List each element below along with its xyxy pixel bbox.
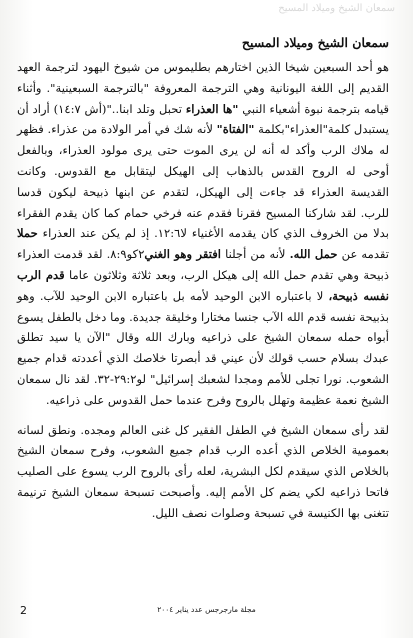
p1-text-3: لأنه شك في أمر الولادة من عذراء. فظهر له ملاك الرب وأكد له أنه لن يرى الموت حتى يرى مولود العذراء، وبالفعل أوحى له الروح القدس بالذهاب إلى الهيكل ليتقابل مع القدوس. وكانت القديسة العذراء قد جاءت إلى الهيكل، لتقدم عن ابنها ذبيحة ليكون قدسا للرب. لقد شاركنا المسيح فقرنا فقدم عنه فرخي حمام كما كان يقدم الفقراء بدلا من الخروف الذي كان يقدمه الأغنياء لا١٢:٦. إذ لم يكن عند العذراء bbox=[17, 122, 389, 241]
page-footer bbox=[20, 604, 393, 618]
bleed-through-text: سمعان الشيخ وميلاد المسيح bbox=[278, 3, 395, 14]
article-title: سمعان الشيخ وميلاد المسيح bbox=[241, 35, 389, 50]
paragraph-2: لقد رأى سمعان الشيخ في الطفل الفقير كل غنى العالم ومجده. ونطق لسانه بعمومية الخلاص الذي أعده الرب قدام جميع الشعوب، وفرح سمعان الشيخ بالخلاص الذي سيقدم لكل البشرية، لعله رأى بالروح الرب يسوع على الصليب فاتحا ذراعيه لكي يضم كل الأمم إليه. وأصبحت تسبحة سمعان الشيخ ترنيمة تتغنى بها الكنيسة في تسبحة وصلوات نصف الليل. bbox=[17, 422, 389, 520]
article bbox=[17, 34, 389, 524]
paragraph-1 bbox=[17, 57, 389, 411]
p1-text-2: تحبل وتلد ابنا.."(أش ١٤:٧) أراد أن يستبدل كلمة"العذراء"بكلمة bbox=[17, 101, 389, 137]
p1-bold-lamb-of-god: حمل الله. bbox=[289, 247, 338, 262]
p1-bold-rich-poor: افتقر وهو الغني bbox=[144, 247, 221, 262]
p1-text-7: لا باعتباره الابن الوحيد لأمه بل باعتباره الابن الوحيد للآب. وهو بذبيحة نفسه قدم الله الآب جنسا مختارا وخليقة جديدة. وما دخل بالطفل يسوع أبواه حمله سمعان الشيخ على ذراعيه وبارك الله وقال "الآن يا سيد تطلق عبدك بسلام حسب قولك لأن عيني قد أبصرتا خلاصك الذي أعددته قدام جميع الشعوب. نورا تجلى للأمم ومجدا لشعبك إسرائيل" لو٢٩:٢-٣٢. لقد نال سمعان الشيخ نعمة عظيمة وتهلل بالروح وفرح عندما حمل القدوس على ذراعيه. bbox=[17, 288, 389, 407]
p1-text-6: ٢كو٨:٩. لقد قدمت العذراء ذبيحة وهي تقدم حمل الله إلى هيكل الرب، وبعد ثلاثة وثلاثون عاما bbox=[17, 247, 389, 282]
p1-bold-virgin-quote: "ها العذراء bbox=[185, 101, 239, 116]
p1-bold-lamb: حملا bbox=[17, 226, 38, 241]
p1-bold-girl: "الفتاة" bbox=[216, 122, 255, 137]
p1-text-4: تقدمه عن bbox=[337, 247, 390, 262]
p1-text-5: لأنه من أجلنا bbox=[221, 247, 290, 262]
page-number: 2 bbox=[20, 604, 27, 617]
p1-text-1: هو أحد السبعين شيخا الذين اختارهم بطليموس من شيوخ اليهود لترجمة العهد القديم إلى اللغة اليونانية وهي الترجمة المعروفة "بالترجمة السبعينية". وأثناء قيامه بترجمة نبوة أشعياء النبي bbox=[17, 60, 389, 116]
journal-title: مجلة مارجرجس عدد يناير ٢٠٠٤ bbox=[157, 605, 256, 614]
p1-bold-sacrifice: قدم الرب نفسه ذبيحة، bbox=[17, 267, 389, 303]
